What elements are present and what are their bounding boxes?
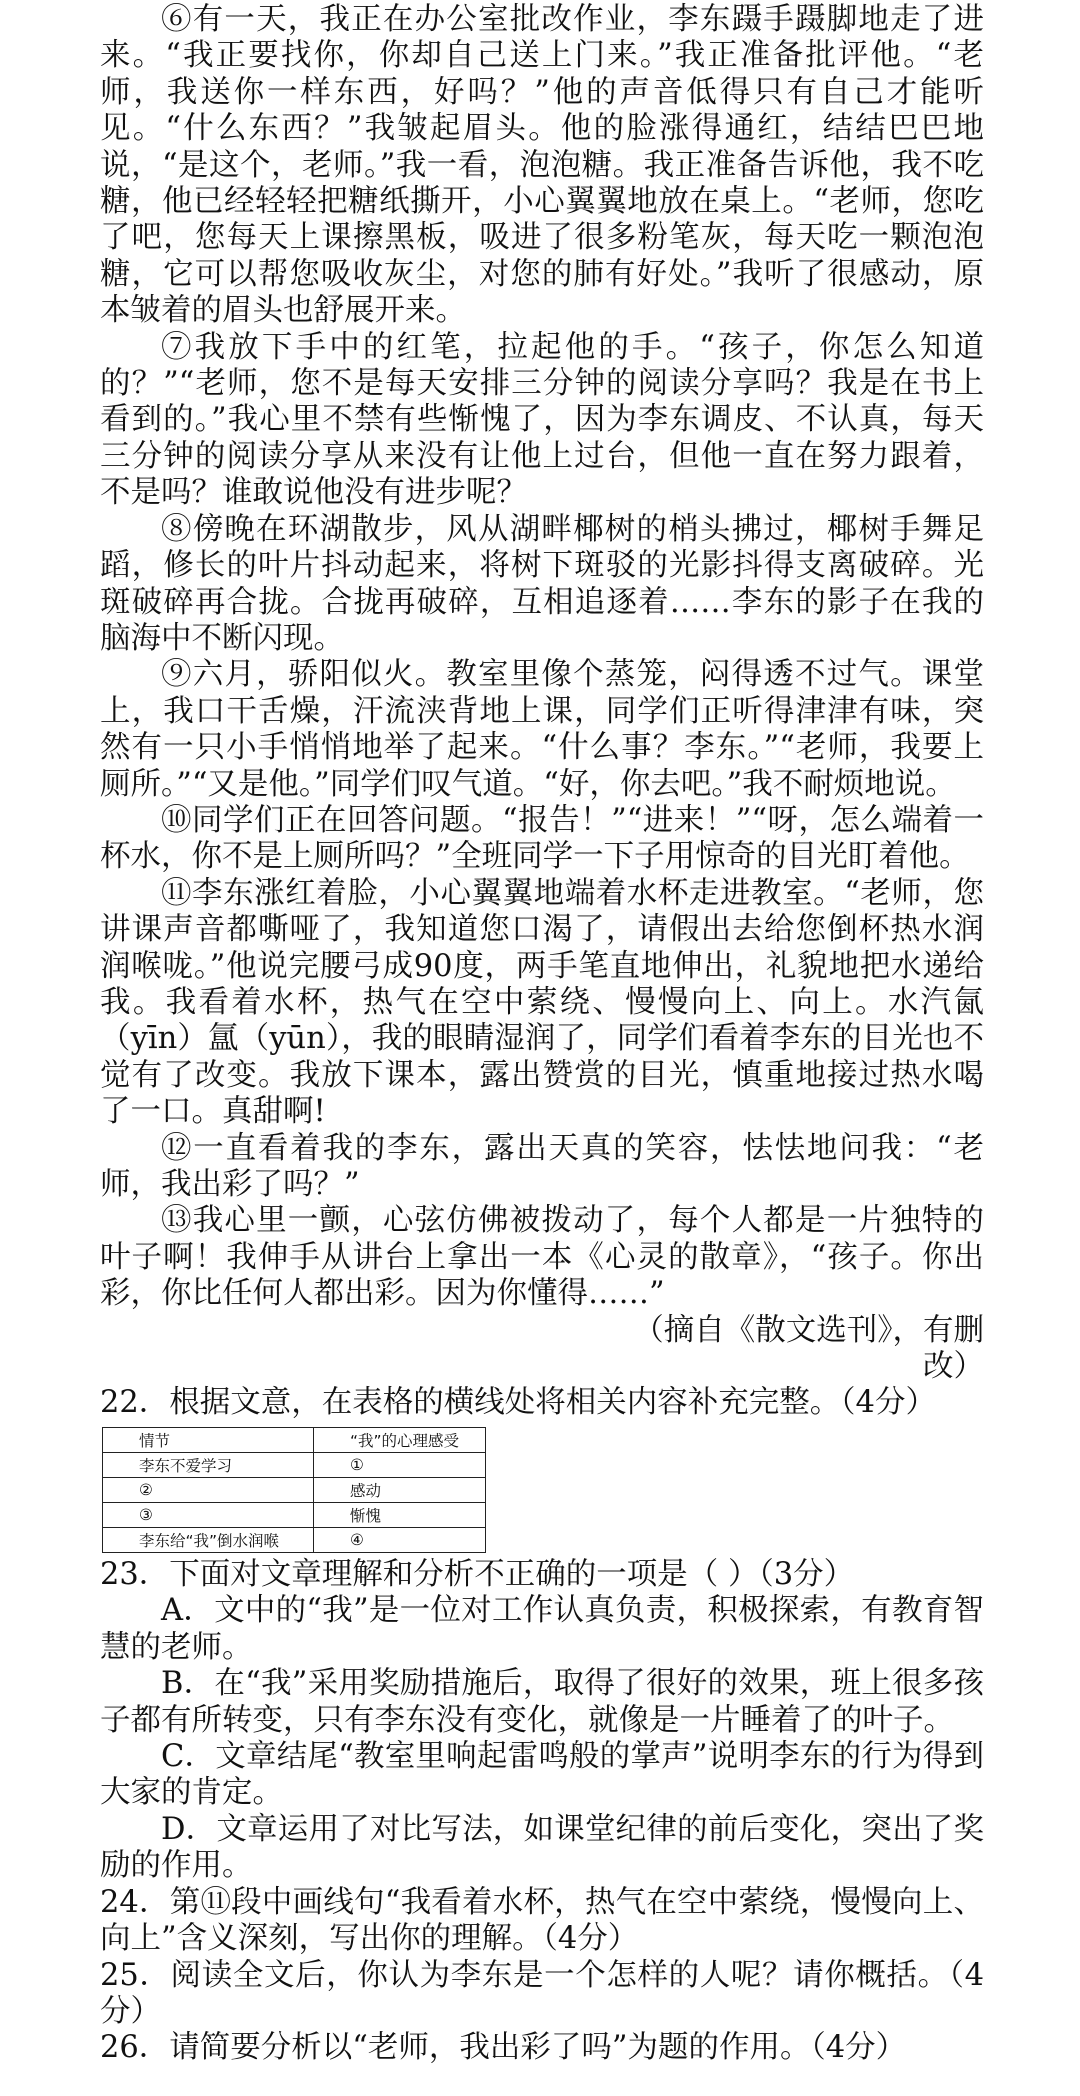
paragraph-9: ⑨六月，骄阳似火。教室里像个蒸笼，闷得透不过气。课堂上，我口干舌燥，汗流浃背地上课，同学们正听得津津有味，突然有一只小手悄悄地举了起来。“什么事？李东。”“老师，我要上厕所。”“又是他。”同学们叹气道。“好，你去吧。”我不耐烦地说。 [100, 657, 984, 802]
questions [100, 1385, 984, 2067]
source-line-2: 改） [923, 1348, 984, 1384]
question-24: 24．第⑪段中画线句“我看着水杯，热气在空中萦绕，慢慢向上、向上”含义深刻，写出你的理解。（4分） [100, 1884, 984, 1957]
source-citation [100, 1313, 984, 1385]
table-row [103, 1453, 486, 1478]
question-26: 26．请简要分析以“老师，我出彩了吗”为题的作用。（4分） [100, 2030, 907, 2066]
table-row [103, 1503, 486, 1528]
table-cell: 感动 [314, 1478, 486, 1503]
source-line-1: （摘自《散文选刊》，有删 [633, 1312, 984, 1348]
paragraph-8: ⑧傍晚在环湖散步，风从湖畔椰树的梢头拂过，椰树手舞足蹈，修长的叶片抖动起来，将树下斑驳的光影抖得支离破碎。光斑破碎再合拢。合拢再破碎，互相追逐着……李东的影子在我的脑海中不断闪现。 [100, 511, 984, 656]
question-23: 23．下面对文章理解和分析不正确的一项是（ ）（3分） [100, 1557, 855, 1593]
table-header-cell: 情节 [103, 1428, 314, 1453]
table-header-cell: “我”的心理感受 [314, 1428, 486, 1453]
table-header-row [103, 1428, 486, 1453]
plot-feeling-table [102, 1427, 486, 1553]
table-cell: ② [103, 1478, 314, 1503]
passage [100, 2, 984, 1385]
question-22: 22．根据文意，在表格的横线处将相关内容补充完整。（4分） [100, 1384, 936, 1420]
table-row [103, 1478, 486, 1503]
table-cell: 惭愧 [314, 1503, 486, 1528]
table-row [103, 1528, 486, 1553]
table-cell: ③ [103, 1503, 314, 1528]
question-25: 25．阅读全文后，你认为李东是一个怎样的人呢？请你概括。（4分） [100, 1957, 984, 2029]
option-b: B．在“我”采用奖励措施后，取得了很好的效果，班上很多孩子都有所转变，只有李东没有变化，就像是一片睡着了的叶子。 [100, 1666, 984, 1738]
paragraph-13: ⑬我心里一颤，心弦仿佛被拨动了，每个人都是一片独特的叶子啊！我伸手从讲台上拿出一本《心灵的散章》，“孩子。你出彩，你比任何人都出彩。因为你懂得……” [100, 1203, 984, 1312]
table-cell: ① [314, 1453, 486, 1478]
paragraph-11: ⑪李东涨红着脸，小心翼翼地端着水杯走进教室。“老师，您讲课声音都嘶哑了，我知道您口渴了，请假出去给您倒杯热水润润喉咙。”他说完腰弓成90度，两手笔直地伸出，礼貌地把水递给我。我看着水杯，热气在空中萦绕、慢慢向上、向上。水汽氤（yīn）氲（yūn），我的眼睛湿润了，同学们看着李东的目光也不觉有了改变。我放下课本，露出赞赏的目光，慎重地接过热水喝了一口。真甜啊! [100, 875, 984, 1130]
table-cell: 李东不爱学习 [103, 1453, 314, 1478]
paragraph-10: ⑩同学们正在回答问题。“报告！”“进来！”“呀，怎么端着一杯水，你不是上厕所吗？”全班同学一下子用惊奇的目光盯着他。 [100, 802, 984, 875]
table-cell: ④ [314, 1528, 486, 1553]
paragraph-7: ⑦我放下手中的红笔，拉起他的手。“孩子，你怎么知道的？”“老师，您不是每天安排三分钟的阅读分享吗？我是在书上看到的。”我心里不禁有些惭愧了，因为李东调皮、不认真，每天三分钟的阅读分享从来没有让他上过台，但他一直在努力跟着，不是吗？谁敢说他没有进步呢？ [100, 329, 984, 511]
paragraph-6: ⑥有一天，我正在办公室批改作业，李东蹑手蹑脚地走了进来。“我正要找你，你却自己送上门来。”我正准备批评他。“老师，我送你一样东西，好吗？”他的声音低得只有自己才能听见。“什么东西？”我皱起眉头。他的脸涨得通红，结结巴巴地说，“是这个，老师。”我一看，泡泡糖。我正准备告诉他，我不吃糖，他已经轻轻把糖纸撕开，小心翼翼地放在桌上。“老师，您吃了吧，您每天上课擦黑板，吸进了很多粉笔灰，每天吃一颗泡泡糖，它可以帮您吸收灰尘，对您的肺有好处。”我听了很感动，原本皱着的眉头也舒展开来。 [100, 2, 984, 329]
option-c: C．文章结尾“教室里响起雷鸣般的掌声”说明李东的行为得到大家的肯定。 [100, 1739, 984, 1811]
paragraph-12: ⑫一直看着我的李东，露出天真的笑容，怯怯地问我：“老师，我出彩了吗？” [100, 1130, 984, 1202]
option-d: D．文章运用了对比写法，如课堂纪律的前后变化，突出了奖励的作用。 [100, 1811, 984, 1884]
option-a: A．文中的“我”是一位对工作认真负责，积极探索，有教育智慧的老师。 [100, 1593, 984, 1665]
table-cell: 李东给“我”倒水润喉 [103, 1528, 314, 1553]
